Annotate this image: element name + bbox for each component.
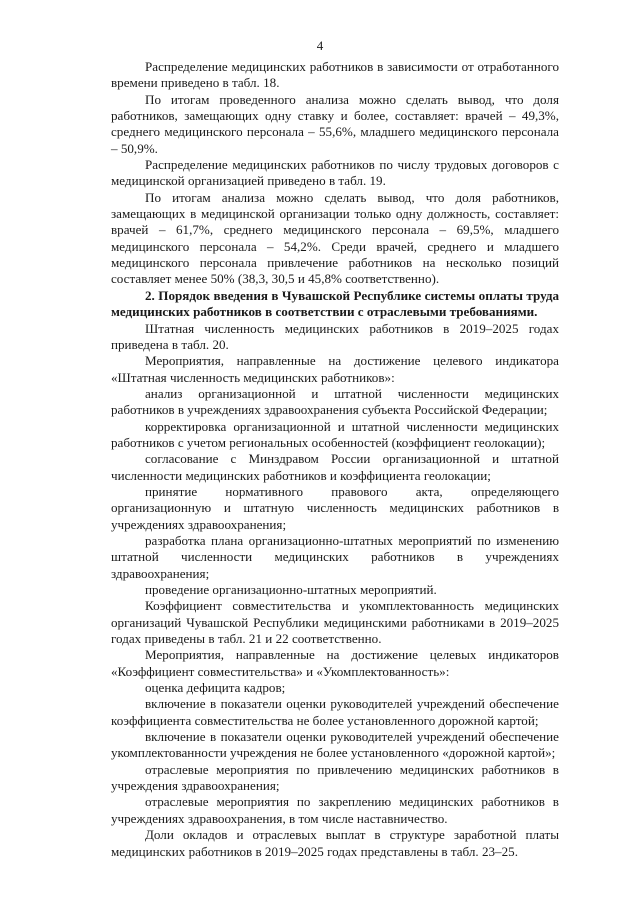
paragraph: Коэффициент совместительства и укомплектованность медицинских организаций Чувашской Республики медицинскими работниками в 2019–2025 годах приведены в табл. 21 и 22 соответственно. — [111, 598, 559, 647]
list-item: отраслевые мероприятия по привлечению медицинских работников в учреждения здравоохранения; — [111, 761, 559, 794]
body-text — [111, 59, 559, 860]
list-item: корректировка организационной и штатной численности медицинских работников с учетом региональных особенностей (коэффициент геолокации); — [111, 418, 559, 450]
list-item: анализ организационной и штатной численности медицинских работников в учреждениях здравоохранения субъекта Российской Федерации; — [111, 385, 559, 418]
paragraph: По итогам анализа можно сделать вывод, что доля работников, замещающих в медицинской организации только одну должность, составляет: врачей – 61,7%, среднего медицинского персонала – 69,5%, младшего медицинского персонала – 54,2%. Среди врачей, среднего и младшего медицинского персонала привлечение работников на несколько позиций составляет менее 50% (38,3, 30,5 и 45,8% соответственно). — [111, 189, 559, 287]
list-item: разработка плана организационно-штатных мероприятий по изменению штатной численности медицинских работников в учреждениях здравоохранения; — [111, 532, 559, 581]
list-item: включение в показатели оценки руководителей учреждений обеспечение коэффициента совместительства не более установленного дорожной картой; — [111, 696, 559, 728]
paragraph: По итогам проведенного анализа можно сделать вывод, что доля работников, замещающих одну ставку и более, составляет: врачей – 49,3%, среднего медицинского персонала – 55,6%, младшего медицинского персонала – 50,9%. — [111, 91, 559, 156]
paragraph: Мероприятия, направленные на достижение целевого индикатора «Штатная численность медицинских работников»: — [111, 353, 559, 385]
paragraph: Мероприятия, направленные на достижение целевых индикаторов «Коэффициент совместительства» и «Укомплектованность»: — [111, 647, 559, 679]
section-heading: 2. Порядок введения в Чувашской Республике системы оплаты труда медицинских работников в соответствии с отраслевыми требованиями. — [111, 287, 559, 320]
paragraph: Доли окладов и отраслевых выплат в структуре заработной платы медицинских работников в 2019–2025 годах представлены в табл. 23–25. — [111, 827, 559, 859]
paragraph: Распределение медицинских работников в зависимости от отработанного времени приведено в табл. 18. — [111, 59, 559, 91]
list-item: отраслевые мероприятия по закреплению медицинских работников в учреждениях здравоохранения, в том числе наставничество. — [111, 794, 559, 826]
list-item: включение в показатели оценки руководителей учреждений обеспечение укомплектованности учреждения не более установленного «дорожной картой»; — [111, 729, 559, 761]
list-item: проведение организационно-штатных мероприятий. — [145, 582, 437, 597]
list-item: оценка дефицита кадров; — [145, 680, 286, 696]
list-item: согласование с Минздравом России организационной и штатной численности медицинских работников и коэффициента геолокации; — [111, 451, 559, 483]
paragraph: Штатная численность медицинских работников в 2019–2025 годах приведена в табл. 20. — [111, 320, 559, 352]
list-item: принятие нормативного правового акта, определяющего организационную и штатную численность медицинских работников в учреждениях здравоохранения; — [111, 483, 559, 532]
page-number: 4 — [316, 38, 324, 53]
paragraph: Распределение медицинских работников по числу трудовых договоров с медицинской организацией приведено в табл. 19. — [111, 157, 559, 189]
